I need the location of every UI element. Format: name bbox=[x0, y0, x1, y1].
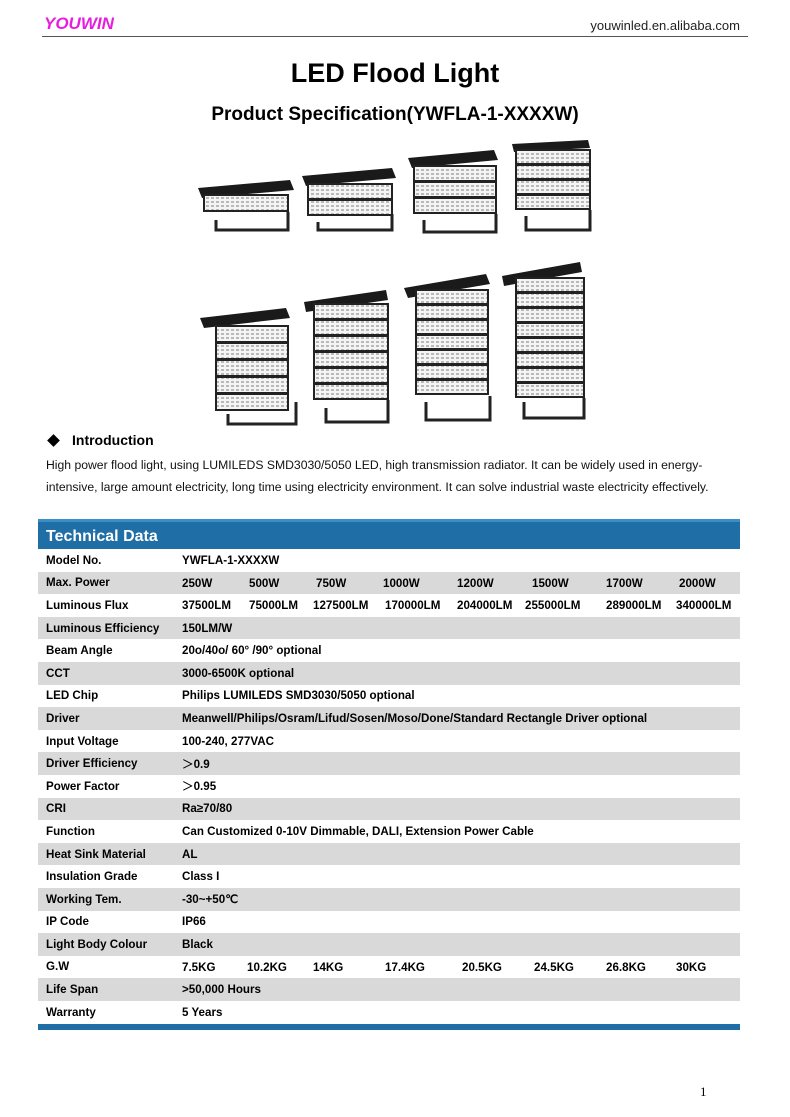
row-value: YWFLA-1-XXXXW bbox=[182, 553, 280, 567]
flood-light-7-module bbox=[404, 274, 490, 420]
row-value: Can Customized 0-10V Dimmable, DALI, Extension Power Cable bbox=[182, 824, 534, 838]
row-label: G.W bbox=[46, 960, 70, 974]
flux-value: 204000LM bbox=[457, 599, 513, 613]
flux-value: 255000LM bbox=[525, 599, 581, 613]
row-value: 3000-6500K optional bbox=[182, 666, 295, 680]
gw-value: 30KG bbox=[676, 960, 707, 974]
website-url[interactable]: youwinled.en.alibaba.com bbox=[590, 18, 740, 33]
power-value: 250W bbox=[182, 576, 213, 590]
table-row-lifespan bbox=[38, 978, 740, 1001]
flood-light-4-module bbox=[512, 140, 590, 230]
flux-value: 340000LM bbox=[676, 599, 732, 613]
row-label: LED Chip bbox=[46, 689, 99, 703]
table-row-insulation bbox=[38, 865, 740, 888]
flood-light-2-module bbox=[302, 168, 396, 230]
row-label: Power Factor bbox=[46, 779, 120, 793]
row-label: Working Tem. bbox=[46, 892, 122, 906]
row-value: AL bbox=[182, 847, 198, 861]
table-row-warranty bbox=[38, 1001, 740, 1024]
intro-heading bbox=[46, 432, 154, 448]
table-row-voltage bbox=[38, 730, 740, 753]
flux-value: 75000LM bbox=[249, 599, 298, 613]
page-number: 1 bbox=[700, 1084, 707, 1099]
row-value: Meanwell/Philips/Osram/Lifud/Sosen/Moso/Done/Standard Rectangle Driver optional bbox=[182, 711, 648, 725]
row-value: >50,000 Hours bbox=[182, 983, 261, 997]
row-value: ＞0.9 bbox=[182, 757, 210, 771]
power-value: 2000W bbox=[679, 576, 716, 590]
intro-heading-text: Introduction bbox=[72, 432, 154, 448]
row-value: 5 Years bbox=[182, 1005, 223, 1019]
row-value: Philips LUMILEDS SMD3030/5050 optional bbox=[182, 689, 415, 703]
page-subtitle: Product Specification(YWFLA-1-XXXXW) bbox=[211, 104, 579, 125]
gw-value: 24.5KG bbox=[534, 960, 574, 974]
row-label: Driver Efficiency bbox=[46, 757, 138, 771]
row-label: Light Body Colour bbox=[46, 937, 148, 951]
table-row-driver bbox=[38, 707, 740, 730]
table-row-colour bbox=[38, 933, 740, 956]
row-label: Insulation Grade bbox=[46, 870, 138, 884]
power-value: 500W bbox=[249, 576, 280, 590]
table-row-driver-efficiency bbox=[38, 752, 740, 775]
row-label: Max. Power bbox=[46, 576, 110, 590]
flood-light-1-module bbox=[198, 180, 294, 230]
power-value: 1700W bbox=[606, 576, 643, 590]
row-value: IP66 bbox=[182, 915, 206, 929]
flood-light-8-module bbox=[502, 262, 584, 418]
flood-light-6-module bbox=[304, 290, 388, 422]
row-value: Black bbox=[182, 937, 213, 951]
table-row-function bbox=[38, 820, 740, 843]
power-values bbox=[182, 572, 740, 595]
row-label: Luminous Efficiency bbox=[46, 621, 160, 635]
table-row-efficiency bbox=[38, 617, 740, 640]
row-label: Function bbox=[46, 824, 95, 838]
table-row-temperature bbox=[38, 888, 740, 911]
page-header bbox=[42, 12, 748, 37]
flux-value: 127500LM bbox=[313, 599, 369, 613]
row-label: Input Voltage bbox=[46, 734, 119, 748]
flux-value: 289000LM bbox=[606, 599, 662, 613]
table-row-flux bbox=[38, 594, 740, 617]
row-value: Ra≥70/80 bbox=[182, 802, 233, 816]
row-label: Heat Sink Material bbox=[46, 847, 146, 861]
power-value: 1200W bbox=[457, 576, 494, 590]
table-row-power-factor bbox=[38, 775, 740, 798]
power-value: 1000W bbox=[383, 576, 420, 590]
flux-values bbox=[182, 594, 740, 617]
intro-paragraph: High power flood light, using LUMILEDS SMD3030/5050 LED, high transmission radiator. It can be widely used in energy-intensive, large amount electricity, long time using electricity environment. It can solve industrial waste electricity effectively. bbox=[46, 458, 709, 494]
row-label: Luminous Flux bbox=[46, 598, 129, 612]
row-value: 150LM/W bbox=[182, 621, 233, 635]
gw-value: 17.4KG bbox=[385, 960, 425, 974]
flux-value: 170000LM bbox=[385, 599, 441, 613]
table-row-cri bbox=[38, 798, 740, 821]
diamond-bullet-icon bbox=[47, 434, 60, 447]
technical-data-table bbox=[38, 519, 740, 1030]
table-footer-bar bbox=[38, 1024, 740, 1030]
table-row-chip bbox=[38, 685, 740, 708]
table-row-power bbox=[38, 572, 740, 595]
row-value: ＞0.95 bbox=[182, 780, 217, 794]
row-label: Beam Angle bbox=[46, 644, 113, 658]
table-row-heatsink bbox=[38, 843, 740, 866]
flood-light-3-module bbox=[408, 150, 498, 232]
row-label: Model No. bbox=[46, 553, 102, 567]
table-row-ip bbox=[38, 911, 740, 934]
gw-values bbox=[182, 956, 740, 979]
gw-value: 20.5KG bbox=[462, 960, 502, 974]
table-title: Technical Data bbox=[38, 519, 740, 549]
row-value: 20ο/40ο/ 60° /90° optional bbox=[182, 644, 322, 658]
table-row-model bbox=[38, 549, 740, 572]
power-value: 1500W bbox=[532, 576, 569, 590]
table-row-gw bbox=[38, 956, 740, 979]
row-label: CCT bbox=[46, 666, 70, 680]
product-photo-gallery bbox=[190, 140, 610, 430]
table-row-cct bbox=[38, 662, 740, 685]
table-row-beam bbox=[38, 639, 740, 662]
row-label: Warranty bbox=[46, 1005, 96, 1019]
brand-logo: YOUWIN bbox=[44, 14, 114, 33]
gw-value: 10.2KG bbox=[247, 960, 287, 974]
row-label: Life Span bbox=[46, 983, 99, 997]
flood-light-5-module bbox=[200, 308, 296, 424]
row-value: 100-240, 277VAC bbox=[182, 734, 274, 748]
gw-value: 7.5KG bbox=[182, 960, 216, 974]
row-label: IP Code bbox=[46, 915, 89, 929]
row-value: -30~+50℃ bbox=[182, 893, 239, 907]
row-value: Class I bbox=[182, 870, 220, 884]
gw-value: 14KG bbox=[313, 960, 344, 974]
gw-value: 26.8KG bbox=[606, 960, 646, 974]
flux-value: 37500LM bbox=[182, 599, 231, 613]
row-label: Driver bbox=[46, 711, 80, 725]
power-value: 750W bbox=[316, 576, 347, 590]
page-title: LED Flood Light bbox=[290, 58, 500, 88]
row-label: CRI bbox=[46, 802, 66, 816]
